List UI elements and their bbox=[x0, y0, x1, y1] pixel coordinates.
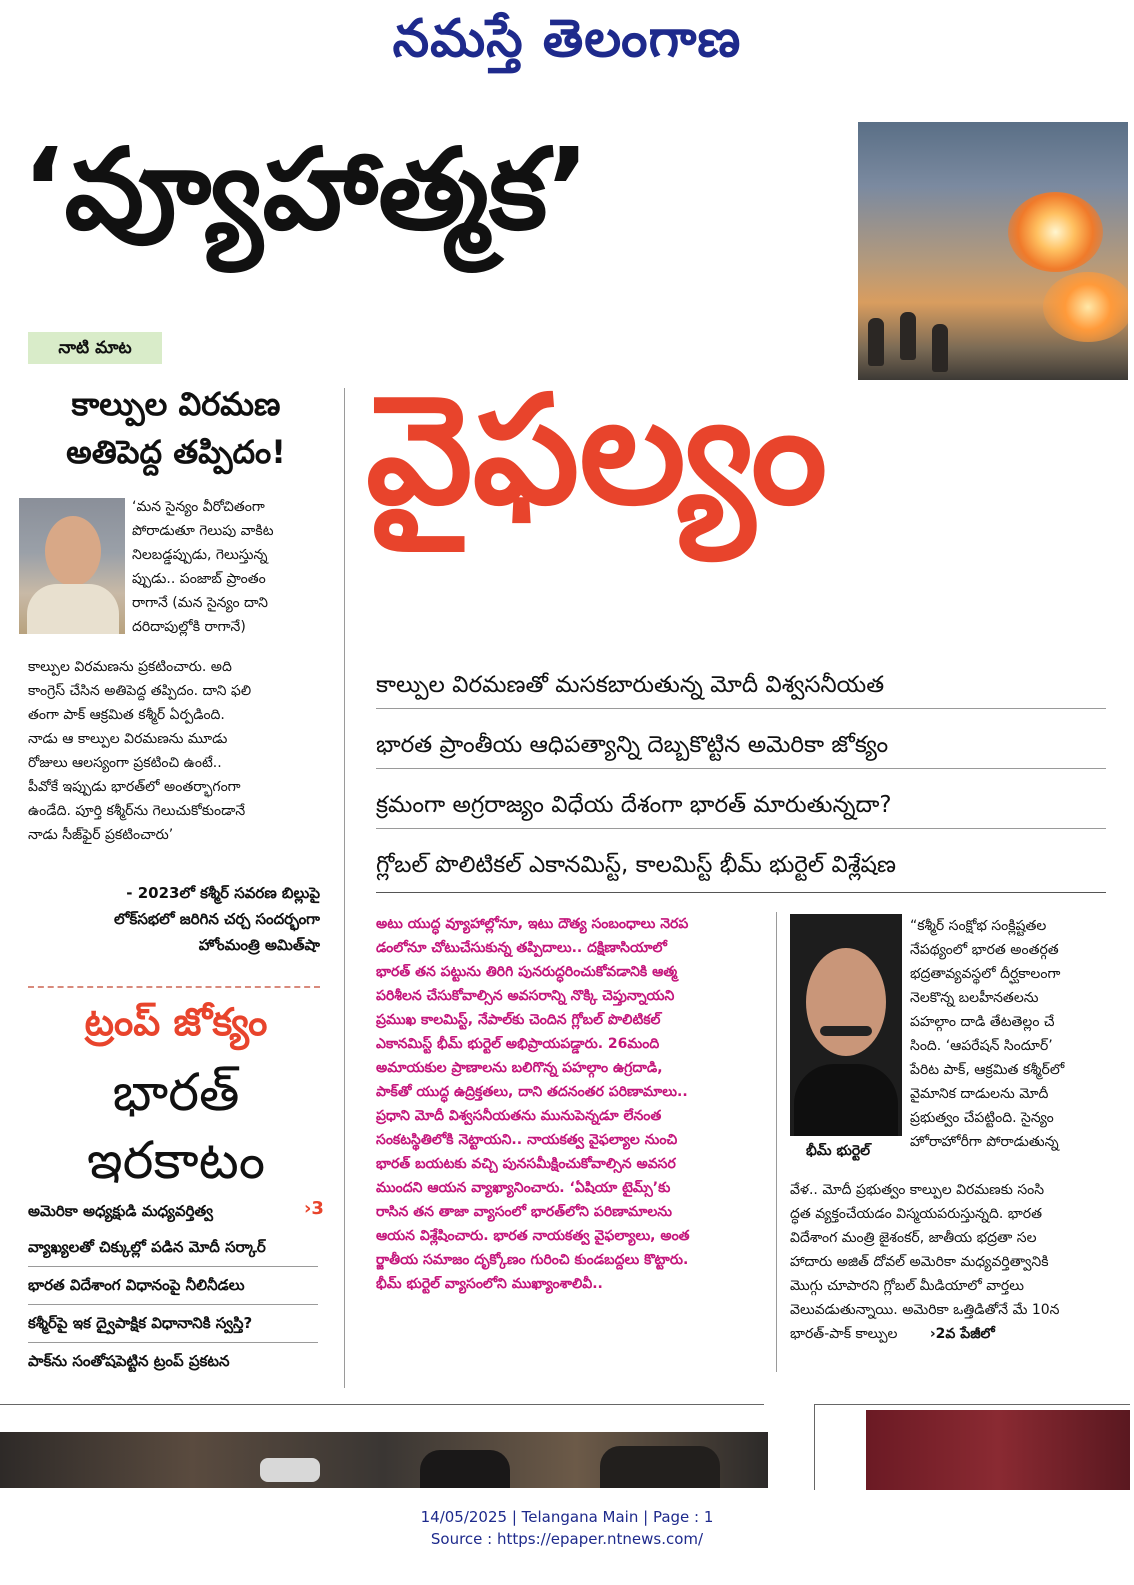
quote-line: నిలబడ్డప్పుడు, గెలుస్తున్న bbox=[132, 547, 268, 563]
column-divider bbox=[776, 912, 777, 1372]
bullet-item bbox=[28, 1198, 328, 1224]
intro-line: ప్రముఖ కాలమిస్ట్, నేపాల్‌కు చెందిన గ్లోబల్ పొలిటికల్ bbox=[376, 1012, 661, 1028]
column-divider bbox=[344, 388, 345, 1388]
headline-main: వైఫల్యం bbox=[366, 364, 828, 538]
quote-credit bbox=[28, 880, 320, 958]
section-divider bbox=[814, 1404, 815, 1490]
bullet-item: భారత విదేశాంగ విధానంపై నీలినీడలు bbox=[28, 1276, 245, 1294]
section-divider bbox=[0, 1404, 764, 1405]
face-shape bbox=[45, 516, 101, 586]
intro-line: రాసిన తన తాజా వ్యాసంలో భారత్‌లోని పరిణామాలను bbox=[376, 1204, 672, 1220]
dashed-divider bbox=[28, 986, 320, 988]
intro-line: అటు యుద్ధ వ్యూహాల్లోనూ, ఇటు దౌత్య సంబంధాలు నెరప bbox=[376, 916, 689, 932]
credit-line: - 2023లో కశ్మీర్ సవరణ బిల్లుపై bbox=[126, 884, 320, 902]
shoulders-shape bbox=[794, 1064, 898, 1136]
crowd-shape bbox=[600, 1446, 720, 1488]
right-line bbox=[790, 1322, 1110, 1346]
headline-top: ‘వ్యూహాత్మక’ bbox=[22, 125, 590, 255]
intro-line: ప్రధాని మోదీ విశ్వసనీయతను మునుపెన్నడూ లేనంత bbox=[376, 1108, 662, 1124]
fire-glow bbox=[1043, 272, 1128, 342]
car-shape bbox=[260, 1458, 320, 1482]
quote-line: ఉండేది. పూర్తి కశ్మీర్‌ను గెలుచుకోకుండానే bbox=[28, 803, 246, 819]
trump-heading: ట్రంప్ జోక్యం bbox=[84, 1000, 268, 1044]
side-line: ప్రభుత్వం చేపట్టింది. సైన్యం bbox=[910, 1110, 1054, 1126]
side-line: వైమానిక దాడులను మోదీ bbox=[910, 1086, 1049, 1102]
side-line: సింది. ‘ఆపరేషన్ సిందూర్’ bbox=[910, 1038, 1053, 1054]
bharat-heading-line: ఇరకాటం bbox=[86, 1130, 266, 1191]
right-line: మొగ్గు చూపారని గ్లోబల్ మీడియాలో వార్తలు bbox=[790, 1278, 1024, 1294]
bullet-item: వ్యాఖ్యలతో చిక్కుల్లో పడిన మోదీ సర్కార్ bbox=[28, 1238, 266, 1256]
section-tag: నాటి మాట bbox=[28, 332, 162, 364]
intro-line: ముందని ఆయన వ్యాఖ్యానించారు. ‘ఏషియా టైమ్స్’కు bbox=[376, 1180, 671, 1196]
credit-line: హోంమంత్రి అమిత్‌షా bbox=[198, 936, 320, 954]
left-heading bbox=[28, 380, 324, 476]
bullet-text: అమెరికా అధ్యక్షుడి మధ్యవర్తిత్వ bbox=[28, 1202, 213, 1220]
bottom-photo bbox=[0, 1432, 768, 1488]
right-line: విదేశాంగ మంత్రి జైశంకర్, జాతీయ భద్రతా సల bbox=[790, 1230, 1037, 1246]
side-line: నేపథ్యంలో భారత అంతర్గత bbox=[910, 942, 1059, 958]
right-line: హాదారు అజిత్ దోవల్ అమెరికా మధ్యవర్తిత్వానికి bbox=[790, 1254, 1049, 1270]
subheadline: భారత ప్రాంతీయ ఆధిపత్యాన్ని దెబ్బకొట్టిన అమెరికా జోక్యం bbox=[376, 732, 889, 758]
intro-line: ఆయన విశ్లేషించారు. భారత నాయకత్వ వైఫల్యాలు, అంత bbox=[376, 1228, 690, 1244]
quote-line: ప్పుడు.. పంజాబ్ ప్రాంతం bbox=[132, 571, 266, 587]
intro-line: భీమ్ భుర్టెల్ వ్యాసంలోని ముఖ్యాంశాలివీ.. bbox=[376, 1276, 603, 1292]
right-last-line: భారత్-పాక్ కాల్పుల bbox=[790, 1326, 898, 1342]
side-line: నెలకొన్న బలహీనతలను bbox=[910, 990, 1039, 1006]
intro-paragraph bbox=[376, 912, 774, 1296]
intro-line: ర్జాతీయ సమాజం దృక్కోణం గురించి కుండబద్దలు కొట్టారు. bbox=[376, 1252, 689, 1268]
left-heading-line: అతిపెద్ద తప్పిదం! bbox=[66, 433, 286, 471]
intro-line: సంకటస్థితిలోకి నెట్టాయని.. నాయకత్వ వైఫల్యాల నుంచి bbox=[376, 1132, 678, 1148]
face-shape bbox=[806, 948, 886, 1056]
intro-line: పాక్‌తో యుద్ధ ఉద్రిక్తతలు, దాని తదనంతర పరిణామాలు.. bbox=[376, 1084, 688, 1100]
subheadline-divider bbox=[376, 768, 1106, 769]
side-line: హోరాహోరీగా పోరాడుతున్న bbox=[910, 1134, 1059, 1150]
moustache-shape bbox=[820, 1026, 872, 1036]
subheadline: క్రమంగా అగ్రరాజ్యం విధేయ దేశంగా భారత్ మారుతున్నదా? bbox=[376, 792, 892, 818]
left-heading-line: కాల్పుల విరమణ bbox=[71, 385, 281, 423]
quote-line: ‘మన సైన్యం వీరోచితంగా bbox=[132, 499, 265, 515]
quote-block bbox=[132, 495, 322, 639]
quote-continuation bbox=[28, 655, 324, 847]
right-line: ద్ధత వ్యక్తంచేయడం విస్మయపరుస్తున్నది. భారత bbox=[790, 1206, 1043, 1222]
bullet-item: కశ్మీర్‌పై ఇక ద్వైపాక్షిక విధానానికి స్వస్తి? bbox=[28, 1314, 253, 1332]
side-line: భద్రతావ్యవస్థలో దీర్ఘకాలంగా bbox=[910, 966, 1061, 982]
quote-line: రోజులు ఆలస్యంగా ప్రకటించి ఉంటే.. bbox=[28, 755, 222, 771]
side-paragraph bbox=[910, 914, 1110, 1154]
bottom-right-photo bbox=[866, 1410, 1130, 1490]
shoulders-shape bbox=[27, 584, 119, 634]
quote-line: కాల్పుల విరమణను ప్రకటించారు. అది bbox=[28, 659, 232, 675]
bharat-heading bbox=[28, 1060, 324, 1195]
bullet-divider bbox=[28, 1304, 318, 1305]
quote-line: పోరాడుతూ గెలుపు వాకిట bbox=[132, 523, 274, 539]
subheadline-divider bbox=[376, 828, 1106, 829]
quote-line: దరిదాపుల్లోకి రాగానే) bbox=[132, 619, 246, 635]
quote-line: నాడు ఆ కాల్పుల విరమణను మూడు bbox=[28, 731, 228, 747]
subheadline: గ్లోబల్ పొలిటికల్ ఎకానమిస్ట్, కాలమిస్ట్ భీమ్ భుర్టెల్ విశ్లేషణ bbox=[376, 852, 896, 878]
right-line: వెలువడుతున్నాయి. అమెరికా ఒత్తిడితోనే మే 10న bbox=[790, 1302, 1060, 1318]
quote-line: తంగా పాక్ ఆక్రమిత కశ్మీర్ ఏర్పడింది. bbox=[28, 707, 225, 723]
quote-line: కాంగ్రెస్ చేసిన అతిపెద్ద తప్పిదం. దాని ఫలి bbox=[28, 683, 252, 699]
photo-caption: భీమ్ భుర్టెల్ bbox=[806, 1143, 871, 1159]
right-line: వేళ.. మోదీ ప్రభుత్వం కాల్పుల విరమణకు సంసి bbox=[790, 1182, 1045, 1198]
right-paragraph bbox=[790, 1178, 1110, 1346]
top-photo bbox=[858, 122, 1128, 380]
intro-line: ఎకానమిస్ట్ భీమ్ భుర్టెల్ అభిప్రాయపడ్డారు. 26మంది bbox=[376, 1036, 660, 1052]
footer-date: 14/05/2025 | Telangana Main | Page : 1 bbox=[420, 1508, 714, 1526]
masthead-logo: నమస్తే తెలంగాణ bbox=[392, 8, 742, 69]
intro-line: భారత్ తన పట్టును తిరిగి పునరుద్ధరించుకోవడానికి ఆత్మ bbox=[376, 964, 678, 980]
footer-source[interactable]: Source : https://epaper.ntnews.com/ bbox=[430, 1530, 704, 1548]
side-line: పేరిట పాక్, ఆక్రమిత కశ్మీర్‌లో bbox=[910, 1062, 1065, 1078]
intro-line: డంలోనూ చోటుచేసుకున్న తప్పిదాలు.. దక్షిణాసియాలో bbox=[376, 940, 667, 956]
side-line: పహల్గాం దాడి తేటతెల్లం చే bbox=[910, 1014, 1055, 1030]
subheadline: కాల్పుల విరమణతో మసకబారుతున్న మోదీ విశ్వసనీయత bbox=[376, 672, 885, 698]
bullet-divider bbox=[28, 1266, 318, 1267]
crowd-shape bbox=[420, 1450, 510, 1488]
intro-line: అమాయకుల ప్రాణాలను బలిగొన్న పహల్గాం ఉగ్రదాడి, bbox=[376, 1060, 663, 1076]
quote-line: పీవోకే ఇప్పుడు భారత్‌లో అంతర్భాగంగా bbox=[28, 779, 241, 795]
page-ref-link[interactable]: ›3 bbox=[304, 1198, 324, 1219]
subheadline-divider bbox=[376, 708, 1106, 709]
quote-line: నాడు సీజ్‌ఫైర్ ప్రకటించారు’ bbox=[28, 827, 174, 843]
bullet-item: పాక్‌ను సంతోషపెట్టిన ట్రంప్ ప్రకటన bbox=[28, 1352, 230, 1370]
portrait-photo bbox=[19, 498, 125, 634]
continued-link[interactable]: ›2వ పేజీలో bbox=[929, 1326, 995, 1342]
fire-glow bbox=[1008, 192, 1103, 272]
bharat-heading-line: భారత్ bbox=[112, 1063, 240, 1123]
figure-silhouette bbox=[900, 312, 916, 360]
bullet-divider bbox=[28, 1342, 318, 1343]
intro-line: భారత్ బయటకు వచ్చి పునసమీక్షించుకోవాల్సిన అవసర bbox=[376, 1156, 676, 1172]
intro-line: పరిశీలన చేసుకోవాల్సిన అవసరాన్ని నొక్కి చెప్తున్నాయని bbox=[376, 988, 675, 1004]
side-line: “కశ్మీర్ సంక్షోభ సంక్లిష్టతల bbox=[910, 918, 1047, 934]
quote-line: రాగానే (మన సైన్యం దాని bbox=[132, 595, 268, 611]
section-divider bbox=[814, 1404, 1130, 1405]
portrait-photo bbox=[790, 914, 902, 1136]
credit-line: లోక్‌సభలో జరిగిన చర్చ సందర్భంగా bbox=[114, 910, 320, 928]
subheadline-divider bbox=[376, 892, 1106, 893]
